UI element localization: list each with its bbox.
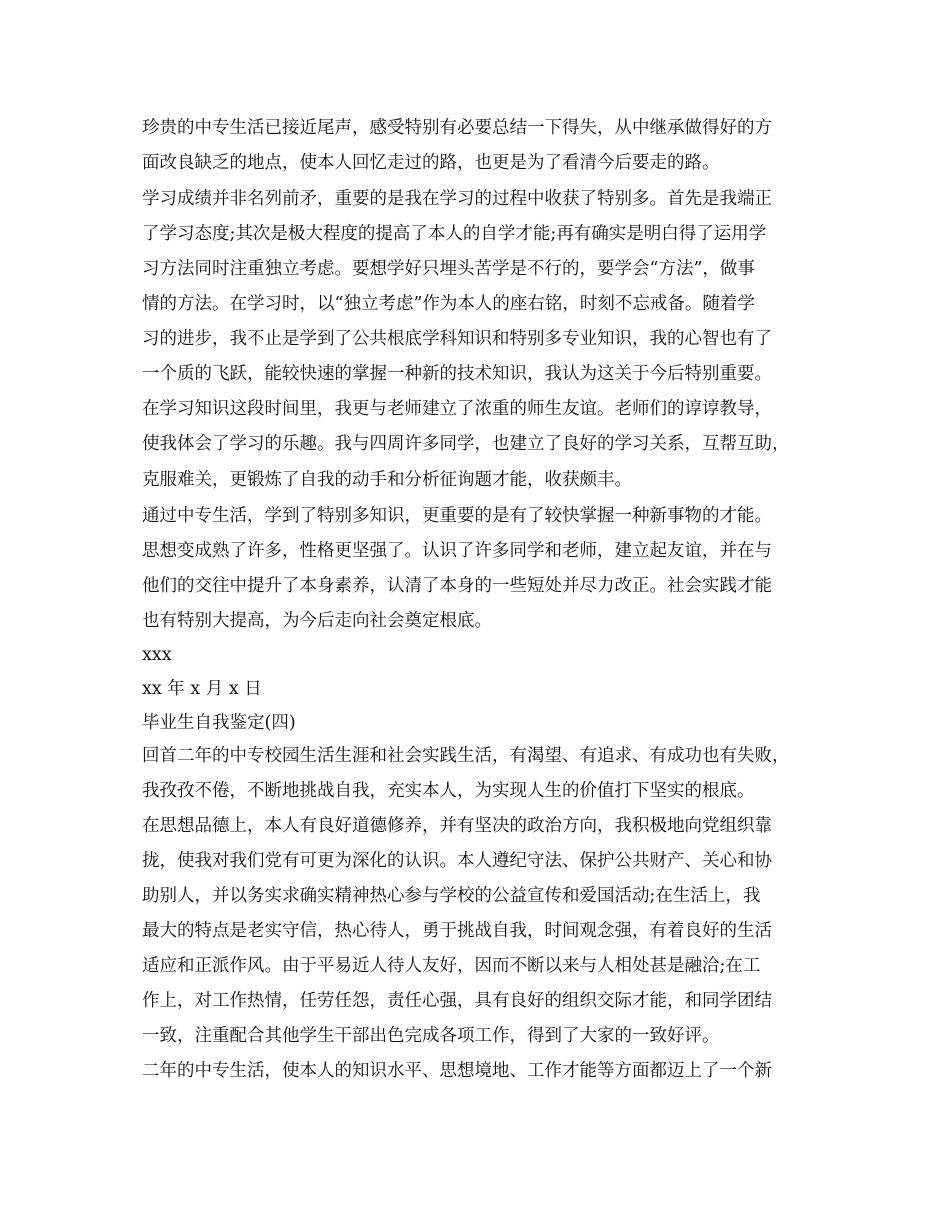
text-line: 思想变成熟了许多，性格更坚强了。认识了许多同学和老师，建立起友谊，并在与 bbox=[142, 541, 772, 561]
text-line: 在学习知识这段时间里，我更与老师建立了浓重的师生友谊。老师们的谆谆教导， bbox=[142, 399, 772, 419]
text-line: 回首二年的中专校园生活生涯和社会实践生活，有渴望、有追求、有成功也有失败， bbox=[142, 746, 790, 766]
text-line: 二年的中专生活，使本人的知识水平、思想境地、工作才能等方面都迈上了一个新 bbox=[142, 1061, 772, 1081]
text-line: 也有特别大提高，为今后走向社会奠定根底。 bbox=[142, 611, 492, 631]
section-heading: 毕业生自我鉴定(四) bbox=[142, 713, 296, 733]
text-line: 习方法同时注重独立考虑。要想学好只埋头苦学是不行的，要学会“方法”，做事 bbox=[142, 259, 755, 279]
text-line: 面改良缺乏的地点，使本人回忆走过的路，也更是为了看清今后要走的路。 bbox=[142, 153, 720, 173]
text-line: 在思想品德上，本人有良好道德修养，并有坚决的政治方向，我积极地向党组织靠 bbox=[142, 816, 772, 836]
text-line: 助别人，并以务实求确实精神热心参与学校的公益宣传和爱国活动;在生活上，我 bbox=[142, 886, 761, 906]
text-line: 学习成绩并非名列前矛，重要的是我在学习的过程中收获了特别多。首先是我端正 bbox=[142, 189, 772, 209]
text-line: 拢，使我对我们党有可更为深化的认识。本人遵纪守法、保护公共财产、关心和协 bbox=[142, 851, 772, 871]
text-line: 一个质的飞跃，能较快速的掌握一种新的技术知识，我认为这关于今后特别重要。 bbox=[142, 364, 772, 384]
text-line: 他们的交往中提升了本身素养，认清了本身的一些短处并尽力改正。社会实践才能 bbox=[142, 576, 772, 596]
text-line: 通过中专生活，学到了特别多知识，更重要的是有了较快掌握一种新事物的才能。 bbox=[142, 506, 772, 526]
text-line: 珍贵的中专生活已接近尾声，感受特别有必要总结一下得失，从中继承做得好的方 bbox=[142, 118, 772, 138]
text-line: 我孜孜不倦，不断地挑战自我，充实本人，为实现人生的价值打下坚实的根底。 bbox=[142, 781, 755, 801]
text-line: 情的方法。在学习时，以“独立考虑”作为本人的座右铭，时刻不忘戒备。随着学 bbox=[142, 294, 755, 314]
text-line: 适应和正派作风。由于平易近人待人友好，因而不断以来与人相处甚是融洽;在工 bbox=[142, 956, 761, 976]
text-line: 习的进步，我不止是学到了公共根底学科知识和特别多专业知识，我的心智也有了 bbox=[142, 329, 772, 349]
text-line: 一致，注重配合其他学生干部出色完成各项工作，得到了大家的一致好评。 bbox=[142, 1026, 720, 1046]
text-line: 使我体会了学习的乐趣。我与四周许多同学，也建立了良好的学习关系，互帮互助， bbox=[142, 434, 790, 454]
text-line: 了学习态度;其次是极大程度的提高了本人的自学才能;再有确实是明白得了运用学 bbox=[142, 224, 767, 244]
text-line: 作上，对工作热情，任劳任怨，责任心强，具有良好的组织交际才能，和同学团结 bbox=[142, 991, 772, 1011]
signature-date: xx 年 x 月 x 日 bbox=[142, 679, 262, 699]
text-line: 克服难关，更锻炼了自我的动手和分析征询题才能，收获颇丰。 bbox=[142, 470, 632, 490]
text-line: 最大的特点是老实守信，热心待人，勇于挑战自我，时间观念强，有着良好的生活 bbox=[142, 921, 772, 941]
signature-name: xxx bbox=[142, 645, 172, 665]
